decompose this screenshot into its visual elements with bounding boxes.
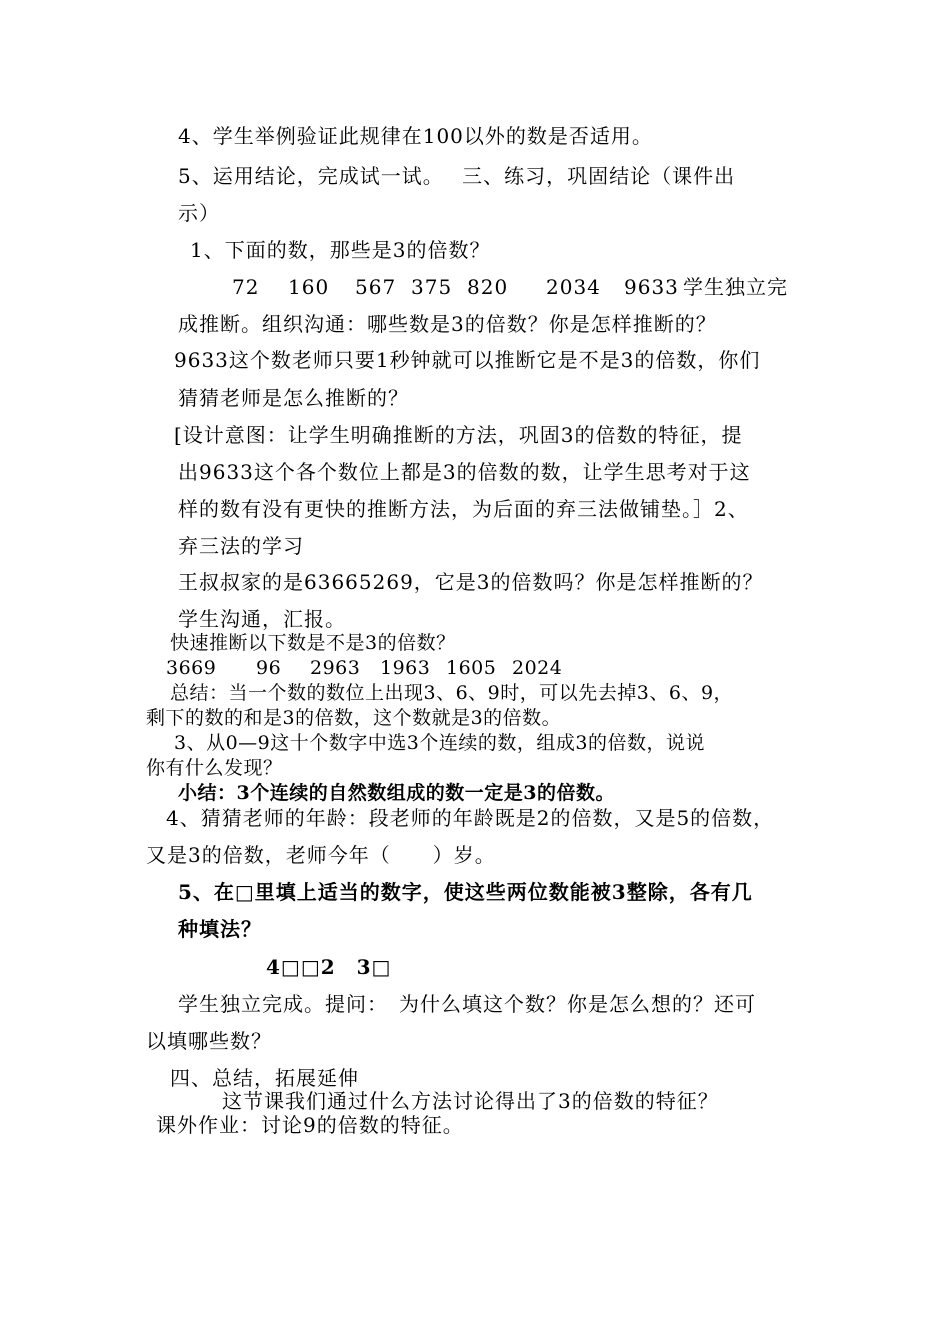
number-item: 2963 xyxy=(310,657,361,679)
number-item: 3669 xyxy=(166,657,217,679)
text-line: 4、学生举例验证此规律在100以外的数是否适用。 xyxy=(178,124,653,148)
text-line: 9633这个数老师只要1秒钟就可以推断它是不是3的倍数，你们 xyxy=(174,348,761,372)
text-line: [设计意图：让学生明确推断的方法，巩固3的倍数的特征，提 xyxy=(174,423,743,447)
number-item: 375 xyxy=(411,275,453,299)
text-line: 总结：当一个数的数位上出现3、6、9时，可以先去掉3、6、9， xyxy=(170,682,734,704)
number-list-2 xyxy=(0,657,950,679)
text-line: 你有什么发现？ xyxy=(146,757,283,779)
text-line: 课外作业：讨论9的倍数的特征。 xyxy=(156,1113,464,1137)
text-line: 快速推断以下数是不是3的倍数？ xyxy=(170,632,456,654)
text-line: 又是3的倍数，老师今年（ ）岁。 xyxy=(146,843,496,867)
number-list-1 xyxy=(0,275,950,299)
text-line: 出9633这个各个数位上都是3的倍数的数，让学生思考对于这 xyxy=(178,460,751,484)
text-line: 猜猜老师是怎么推断的？ xyxy=(178,386,409,410)
text-line: 示） xyxy=(178,201,220,225)
number-item: 2024 xyxy=(512,657,563,679)
text-line: 弃三法的学习 xyxy=(178,534,304,558)
number-item: 9633 xyxy=(624,275,679,299)
number-item: 160 xyxy=(288,275,330,299)
exercise-heading: 种填法？ xyxy=(178,917,262,941)
text-line: 学生独立完 xyxy=(683,275,788,299)
number-item: 1605 xyxy=(446,657,497,679)
number-item: 567 xyxy=(355,275,397,299)
section-heading: 四、总结，拓展延伸 xyxy=(170,1066,359,1090)
number-item: 820 xyxy=(467,275,509,299)
number-item: 2034 xyxy=(546,275,601,299)
number-item: 1963 xyxy=(380,657,431,679)
summary-line: 小结：3个连续的自然数组成的数一定是3的倍数。 xyxy=(178,782,615,804)
text-line: 学生沟通，汇报。 xyxy=(178,607,346,631)
text-line: 剩下的数的和是3的倍数，这个数就是3的倍数。 xyxy=(146,707,562,729)
text-line: 学生独立完成。提问： 为什么填这个数？你是怎么想的？还可 xyxy=(178,992,756,1016)
text-line: 1、下面的数，那些是3的倍数？ xyxy=(190,238,491,262)
text-line: 样的数有没有更快的推断方法，为后面的弃三法做铺垫。］2、 xyxy=(178,497,749,521)
text-line: 以填哪些数？ xyxy=(146,1029,272,1053)
text-line: 4、猜猜老师的年龄：段老师的年龄既是2的倍数，又是5的倍数， xyxy=(166,806,775,830)
text-line: 5、运用结论，完成试一试。 三、练习，巩固结论（课件出 xyxy=(178,164,736,188)
exercise-heading: 5、在□里填上适当的数字，使这些两位数能被3整除，各有几 xyxy=(178,880,753,904)
number-item: 96 xyxy=(256,657,282,679)
blank-boxes: 4□□2 3□ xyxy=(266,955,392,979)
text-line: 这节课我们通过什么方法讨论得出了3的倍数的特征？ xyxy=(222,1089,719,1113)
text-line: 3、从0—9这十个数字中选3个连续的数，组成3的倍数，说说 xyxy=(174,732,705,754)
text-line: 王叔叔家的是63665269，它是3的倍数吗？你是怎样推断的？ xyxy=(178,570,764,594)
text-line: 成推断。组织沟通：哪些数是3的倍数？你是怎样推断的？ xyxy=(178,312,717,336)
number-item: 72 xyxy=(232,275,260,299)
